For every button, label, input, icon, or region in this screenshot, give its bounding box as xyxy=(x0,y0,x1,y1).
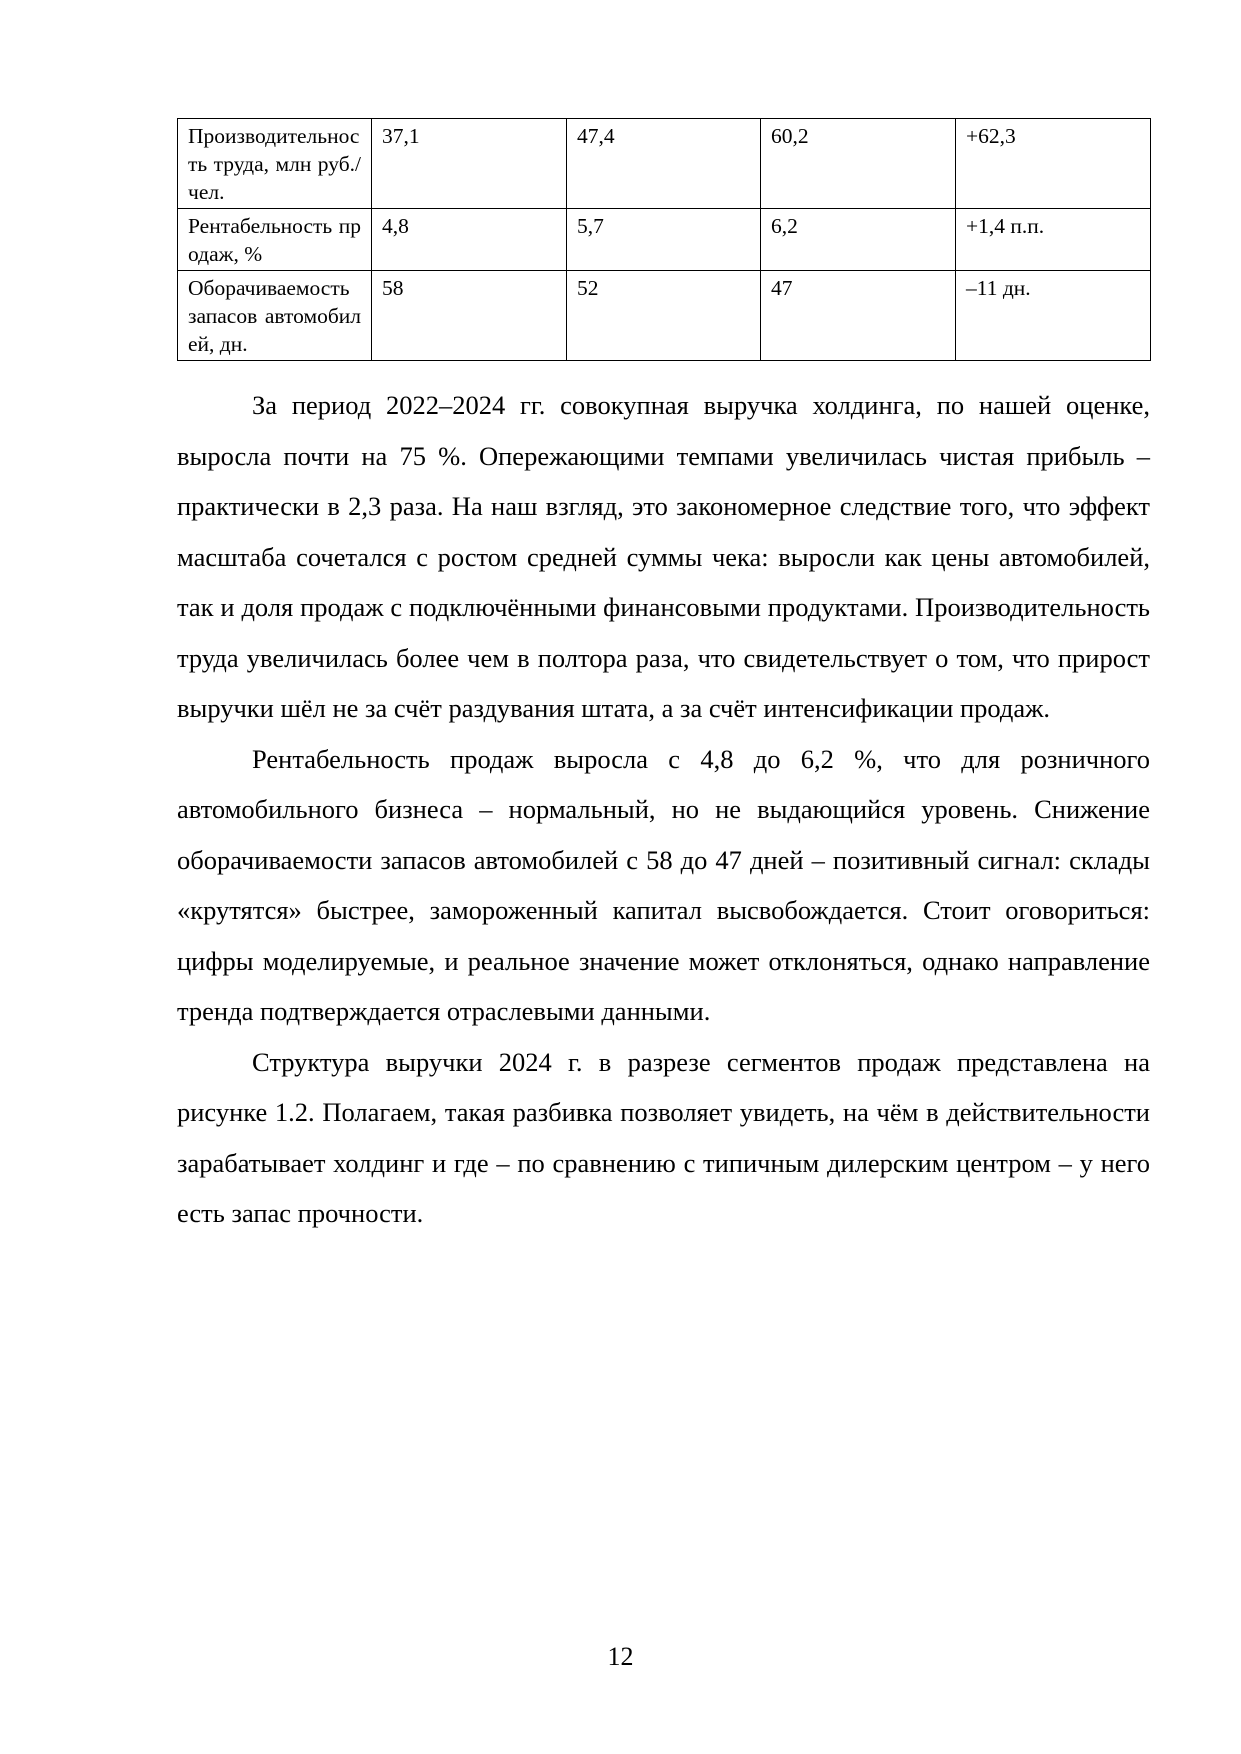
value-2023: 52 xyxy=(567,271,761,361)
paragraph: За период 2022–2024 гг. совокупная выручка холдинга, по нашей оценке, выросла почти на 75 %. Опережающими темпами увеличилась чистая прибыль – практически в 2,3 раза. На наш взгляд, это закономерное следствие того, что эффект масштаба сочетался с ростом средней суммы чека: выросли как цены автомобилей, так и доля продаж с подключёнными финансовыми продуктами. Производительность труда увеличилась более чем в полтора раза, что свидетельствует о том, что прирост выручки шёл не за счёт раздувания штата, а за счёт интенсификации продаж. xyxy=(177,390,1150,723)
value-2022: 4,8 xyxy=(372,209,567,271)
paragraph: Рентабельность продаж выросла с 4,8 до 6,2 %, что для розничного автомобильного бизнеса – нормальный, но не выдающийся уровень. Снижение оборачиваемости запасов автомобилей с 58 до 47 дней – позитивный сигнал: склады «крутятся» быстрее, замороженный капитал высвобождается. Стоит оговориться: цифры моделируемые, и реальное значение может отклоняться, однако направление тренда подтверждается отраслевыми данными. xyxy=(177,743,1150,1026)
value-2024: 6,2 xyxy=(761,209,956,271)
table-row xyxy=(178,119,1151,209)
value-change: +62,3 xyxy=(956,119,1151,209)
value-2023: 47,4 xyxy=(567,119,761,209)
indicators-table xyxy=(177,118,1151,361)
value-2024: 60,2 xyxy=(761,119,956,209)
value-2022: 37,1 xyxy=(372,119,567,209)
value-change: –11 дн. xyxy=(956,271,1151,361)
row-label: Оборачиваемость запасов автомобилей, дн. xyxy=(178,271,372,361)
value-2022: 58 xyxy=(372,271,567,361)
value-change: +1,4 п.п. xyxy=(956,209,1151,271)
row-label: Рентабельность продаж, % xyxy=(178,209,372,271)
row-label: Производительность труда, млн руб./чел. xyxy=(178,119,372,209)
value-2023: 5,7 xyxy=(567,209,761,271)
table-row xyxy=(178,209,1151,271)
value-2024: 47 xyxy=(761,271,956,361)
paragraph: Структура выручки 2024 г. в разрезе сегментов продаж представлена на рисунке 1.2. Полагаем, такая разбивка позволяет увидеть, на чём в действительности зарабатывает холдинг и где – по сравнению с типичным дилерским центром – у него есть запас прочности. xyxy=(177,1046,1150,1228)
body-text xyxy=(177,380,1150,1239)
page-number: 12 xyxy=(607,1642,634,1671)
table-row xyxy=(178,271,1151,361)
